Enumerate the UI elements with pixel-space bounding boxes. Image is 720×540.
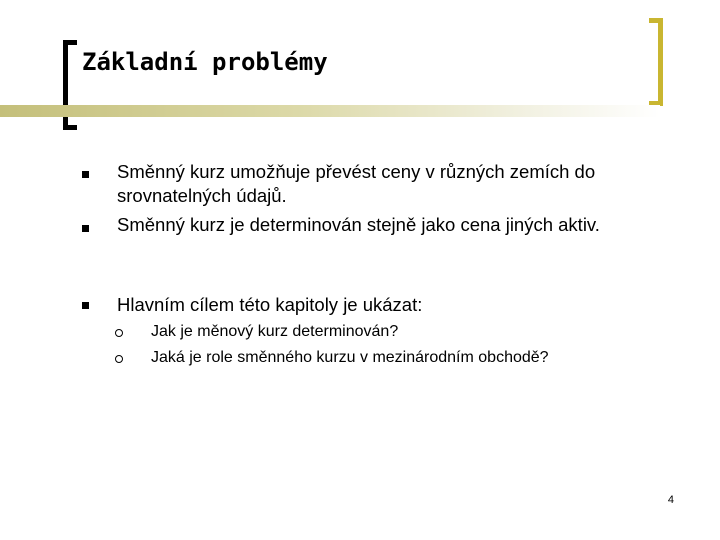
sub-bullet-text: Jaká je role směnného kurzu v mezinárodním obchodě? (151, 349, 549, 366)
title-bracket-right (649, 18, 663, 106)
square-bullet-icon (82, 302, 89, 309)
slide-title: Základní problémy (82, 48, 328, 76)
sub-bullet-text: Jak je měnový kurz determinován? (151, 323, 399, 340)
circle-bullet-icon (115, 355, 123, 363)
title-underline (0, 105, 660, 117)
square-bullet-icon (82, 171, 89, 178)
square-bullet-icon (82, 225, 89, 232)
bullet-text: Směnný kurz umožňuje převést ceny v různých zemích do srovnatelných údajů. (117, 161, 596, 206)
page-number: 4 (667, 494, 674, 506)
circle-bullet-icon (115, 329, 123, 337)
bullet-text: Hlavním cílem této kapitoly je ukázat: (117, 294, 423, 315)
bullet-text: Směnný kurz je determinován stejně jako cena jiných aktiv. (117, 214, 600, 235)
